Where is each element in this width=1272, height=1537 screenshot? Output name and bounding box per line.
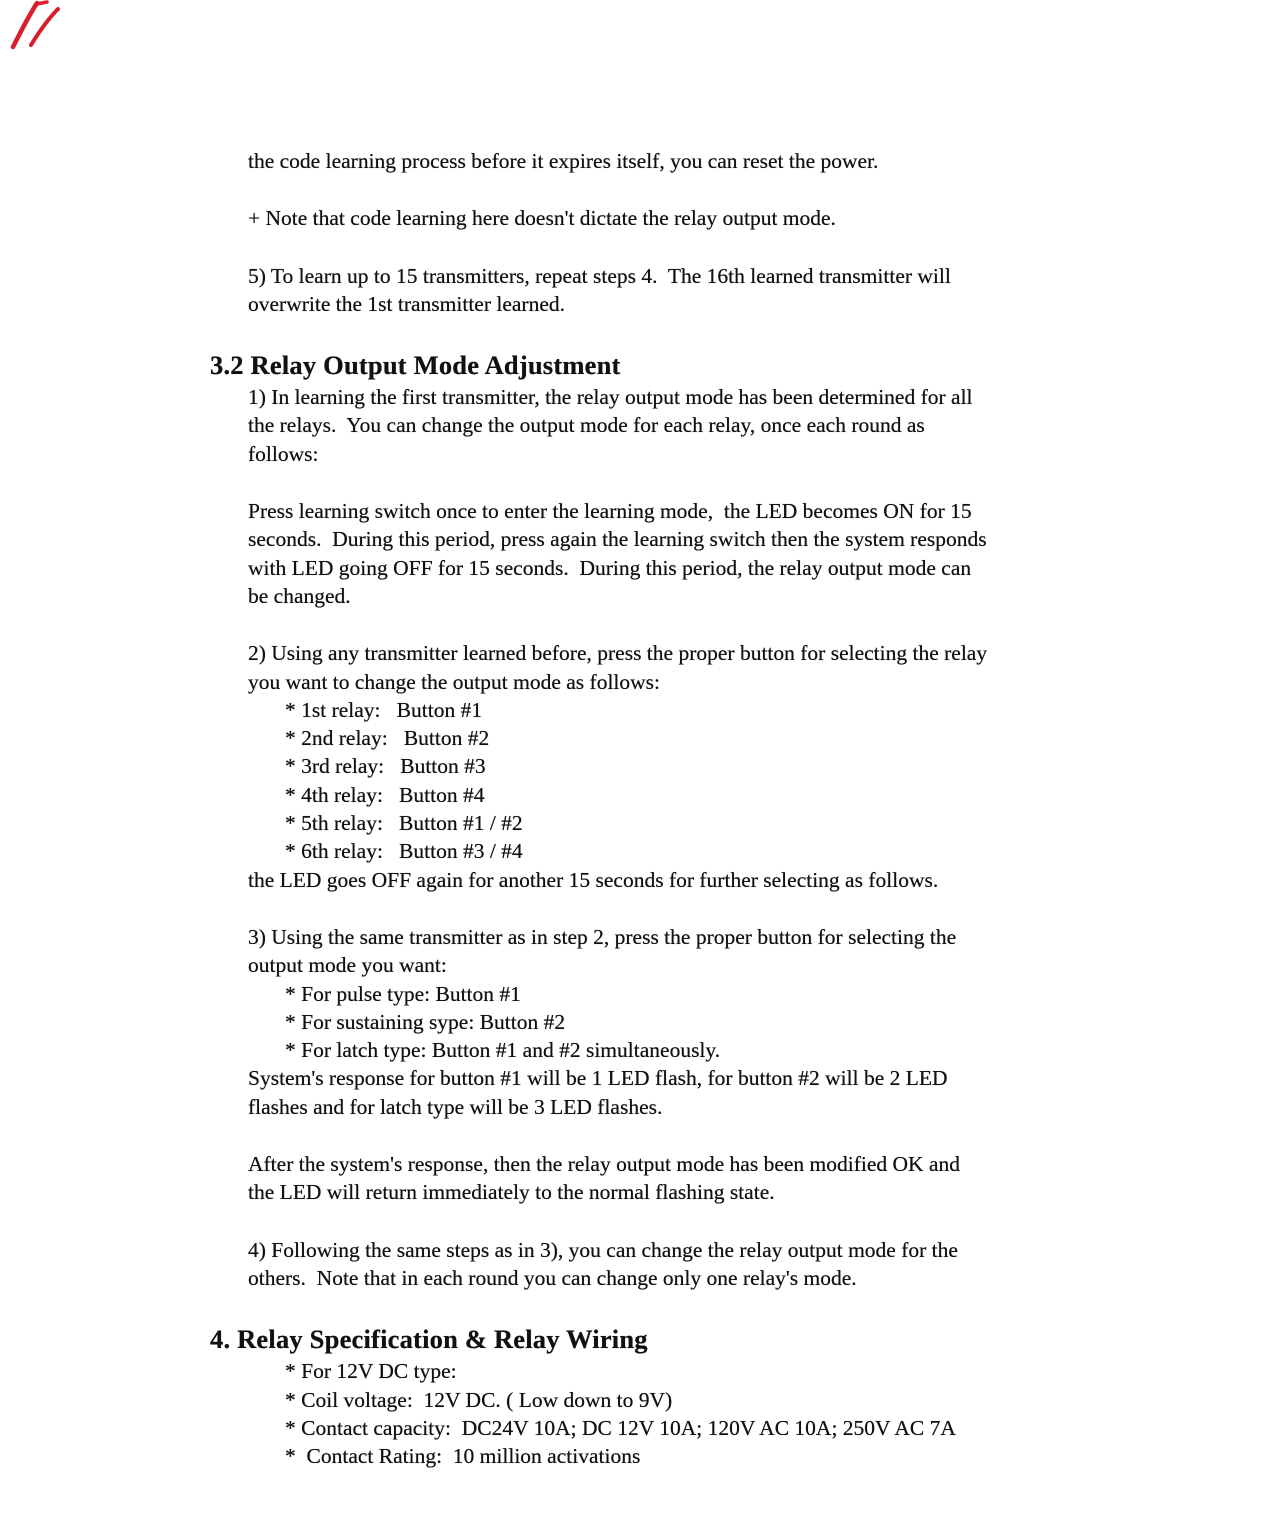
list-item: * 5th relay: Button #1 / #2	[285, 811, 523, 836]
text-line: 3) Using the same transmitter as in step 2, press the proper button for selecting the	[248, 924, 957, 949]
paragraph	[0, 866, 1272, 894]
list-item: * Contact Rating: 10 million activations	[285, 1444, 641, 1469]
list-item: * For 12V DC type:	[285, 1359, 457, 1384]
bullet-list	[0, 696, 1272, 866]
section-heading	[0, 1321, 1272, 1357]
text-line: seconds. During this period, press again the learning switch then the system responds	[248, 527, 987, 552]
list-item: * Coil voltage: 12V DC. ( Low down to 9V)	[285, 1387, 673, 1412]
text-line: the LED will return immediately to the normal flashing state.	[248, 1180, 775, 1205]
text-line: output mode you want:	[248, 953, 447, 978]
paragraph	[0, 639, 1272, 696]
text-line: After the system's response, then the relay output mode has been modified OK and	[248, 1152, 960, 1177]
text-line: the LED goes OFF again for another 15 seconds for further selecting as follows.	[248, 867, 939, 892]
text-line: 1) In learning the first transmitter, the relay output mode has been determined for all	[248, 385, 973, 410]
text-line: follows:	[248, 441, 319, 466]
list-item: * For latch type: Button #1 and #2 simultaneously.	[285, 1038, 721, 1063]
list-item: * 1st relay: Button #1	[285, 697, 483, 722]
paragraph	[0, 383, 1272, 468]
document-body	[0, 147, 1272, 1470]
text-line: be changed.	[248, 583, 351, 608]
list-item: * 3rd relay: Button #3	[285, 754, 486, 779]
paragraph	[0, 262, 1272, 319]
bullet-list	[0, 980, 1272, 1065]
paragraph	[0, 1150, 1272, 1207]
list-item: * 6th relay: Button #3 / #4	[285, 839, 523, 864]
list-item: * For pulse type: Button #1	[285, 981, 521, 1006]
list-item: * For sustaining sype: Button #2	[285, 1009, 566, 1034]
red-pen-mark-icon	[8, 0, 64, 50]
text-line: flashes and for latch type will be 3 LED flashes.	[248, 1094, 663, 1119]
heading-text: 3.2 Relay Output Mode Adjustment	[210, 350, 621, 381]
text-line: the code learning process before it expires itself, you can reset the power.	[248, 149, 879, 173]
list-item: * 2nd relay: Button #2	[285, 726, 490, 751]
list-item: * 4th relay: Button #4	[285, 782, 485, 807]
text-line: 2) Using any transmitter learned before, press the proper button for selecting the relay	[248, 641, 988, 666]
paragraph	[0, 204, 1272, 232]
text-line: others. Note that in each round you can change only one relay's mode.	[248, 1265, 857, 1290]
text-line: + Note that code learning here doesn't dictate the relay output mode.	[248, 206, 836, 231]
list-item: * Contact capacity: DC24V 10A; DC 12V 10A; 120V AC 10A; 250V AC 7A	[285, 1415, 956, 1440]
paragraph	[0, 1064, 1272, 1121]
paragraph	[0, 1236, 1272, 1293]
text-line: you want to change the output mode as follows:	[248, 669, 661, 694]
paragraph	[0, 923, 1272, 980]
text-line: the relays. You can change the output mode for each relay, once each round as	[248, 413, 925, 438]
text-line: overwrite the 1st transmitter learned.	[248, 291, 566, 316]
text-line: 5) To learn up to 15 transmitters, repeat steps 4. The 16th learned transmitter will	[248, 263, 951, 288]
paragraph	[0, 497, 1272, 610]
text-line: Press learning switch once to enter the learning mode, the LED becomes ON for 15	[248, 499, 972, 524]
heading-text: 4. Relay Specification & Relay Wiring	[210, 1324, 648, 1355]
text-line: with LED going OFF for 15 seconds. During this period, the relay output mode can	[248, 555, 972, 580]
section-heading	[0, 347, 1272, 383]
text-line: System's response for button #1 will be 1 LED flash, for button #2 will be 2 LED	[248, 1066, 948, 1091]
paragraph	[0, 147, 1272, 175]
text-line: 4) Following the same steps as in 3), you can change the relay output mode for the	[248, 1237, 958, 1262]
bullet-list	[0, 1357, 1272, 1470]
